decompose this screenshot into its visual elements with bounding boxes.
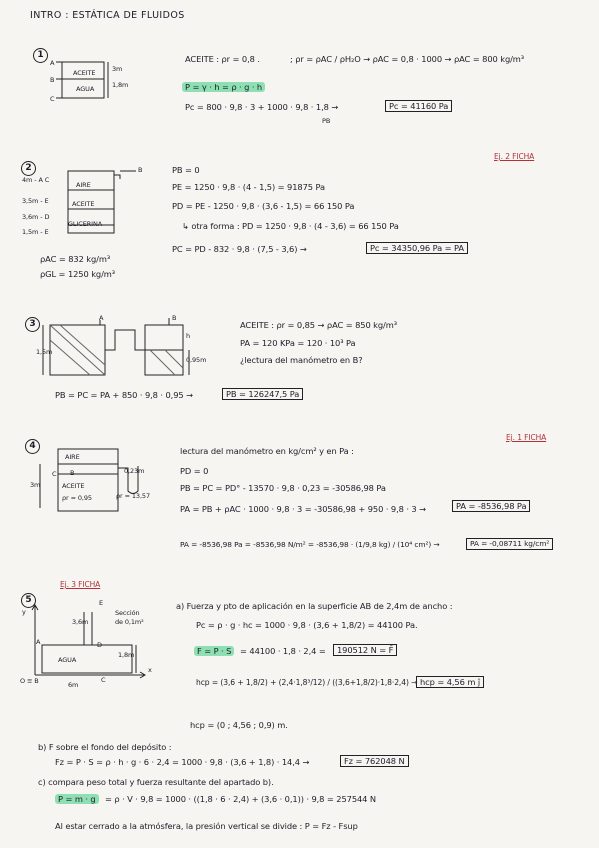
p3-result-box: PB = 126247,5 Pa — [222, 388, 303, 400]
p5-label-c: C — [101, 676, 106, 684]
p2-tag: Ej. 2 FICHA — [494, 152, 535, 161]
p5-a2-result-box: 190512 N = F̄ — [333, 644, 397, 656]
p4-label-aceite: ACEITE — [62, 482, 85, 490]
p5-label-agua: AGUA — [58, 656, 77, 664]
p4-tag: Ej. 1 FICHA — [506, 433, 547, 442]
p4-label-aire: AIRE — [65, 453, 80, 461]
p5-label-y: y — [22, 608, 26, 616]
p2-density-1: ρAC = 832 kg/m³ — [40, 254, 111, 264]
p4-line2: PD = 0 — [180, 466, 209, 476]
p4-line4: PA = PB + ρAC · 1000 · 9,8 · 3 = -30586,98 + 950 · 9,8 · 3 → — [180, 504, 426, 514]
p3-label-left: 1,5m — [36, 348, 53, 356]
problem-3-number: 3 — [25, 317, 40, 332]
p1-line1b: ; ρr = ρAC / ρH₂O → ρAC = 0,8 · 1000 → ρAC = 800 kg/m³ — [290, 54, 525, 64]
p4-result1-box: PA = -8536,98 Pa — [452, 500, 530, 512]
p4-label-rhohg: ρr = 13,57 — [116, 492, 150, 500]
p2-label-2: 3,5m - E — [22, 197, 49, 205]
p2-label-aceite: ACEITE — [72, 200, 95, 208]
p5-a2-highlight: F = P · S — [194, 646, 234, 656]
p5-b1-result-box: Fz = 762048 N — [340, 755, 409, 767]
p1-label-agua: AGUA — [76, 85, 95, 93]
p2-label-4: 1,5m - E — [22, 228, 49, 236]
p5-label-d: D — [97, 641, 102, 649]
p2-label-b: B — [138, 166, 143, 174]
p4-label-rho: ρr = 0,95 — [62, 494, 92, 502]
p3-line1: ACEITE : ρr = 0,85 → ρAC = 850 kg/m³ — [240, 320, 397, 330]
p4-result2-box: PA = -0,08711 kg/cm² — [466, 538, 553, 550]
p1-label-h1: 3m — [112, 65, 123, 73]
p5-a3: hcp = (3,6 + 1,8/2) + (2,4·1,8³/12) / ((3,6+1,8/2)·1,8·2,4) → — [196, 678, 418, 687]
p5-a3-result-box: hcp = 4,56 m ĵ — [416, 676, 484, 688]
p4-label-b: B — [70, 469, 75, 477]
p5-tag: Ej. 3 FICHA — [60, 580, 101, 589]
problem-5-number: 5 — [21, 593, 36, 608]
p2-label-1: 4m - A C — [22, 176, 50, 184]
p4-line5: PA = -8536,98 Pa = -8536,98 N/m² = -8536,98 · (1/9,8 kg) / (10⁴ cm²) → — [180, 540, 440, 549]
p5-c1: = ρ · V · 9,8 = 1000 · ((1,8 · 6 · 2,4) + (3,6 · 0,1)) · 9,8 = 257544 N — [105, 794, 376, 804]
p3-line4: PB = PC = PA + 850 · 9,8 · 0,95 → — [55, 390, 193, 400]
p5-a2: = 44100 · 1,8 · 2,4 = — [240, 646, 326, 656]
problem-1-number: 1 — [33, 48, 48, 63]
p1-formula-highlight: P = γ · h = ρ · g · h — [182, 82, 265, 92]
p1-label-c: C — [50, 95, 55, 103]
p2-label-3: 3,6m - D — [22, 213, 50, 221]
p2-label-glicerina: GLICERINA — [68, 220, 103, 228]
problem-1-tank-figure — [48, 58, 143, 108]
p2-label-aire: AIRE — [76, 181, 91, 189]
p1-line1: ACEITE : ρr = 0,8 . — [185, 54, 260, 64]
p2-line4: ↳ otra forma : PD = 1250 · 9,8 · (4 - 3,6) = 66 150 Pa — [182, 221, 399, 231]
p5-label-e: E — [99, 599, 104, 607]
p1-label-aceite: ACEITE — [73, 69, 96, 77]
p1-label-a: A — [50, 59, 55, 67]
p1-line3: Pc = 800 · 9,8 · 3 + 1000 · 9,8 · 1,8 → — [185, 102, 339, 112]
p3-label-h: h — [186, 332, 191, 340]
p5-b: b) F sobre el fondo del depósito : — [38, 742, 172, 752]
p4-label-c: C — [52, 470, 57, 478]
p5-a1: Pc = ρ · g · hc = 1000 · 9,8 · (3,6 + 1,8/2) = 44100 Pa. — [196, 620, 418, 630]
p1-result-box: Pc = 41160 Pa — [385, 100, 452, 112]
p5-c2: Al estar cerrado a la atmósfera, la presión vertical se divide : P = Fz - Fsup — [55, 821, 358, 831]
p4-label-h023: 0,23m — [124, 467, 145, 475]
problem-4-tank-figure — [30, 446, 165, 521]
p3-label-right: 0,95m — [186, 356, 207, 364]
p4-label-h3: 3m — [30, 481, 41, 489]
problem-2-number: 2 — [21, 161, 36, 176]
p2-line5: PC = PD - 832 · 9,8 · (7,5 - 3,6) → — [172, 244, 307, 254]
p5-c: c) compara peso total y fuerza resultante del apartado b). — [38, 777, 274, 787]
p3-label-b: B — [172, 314, 177, 322]
p5-c1-highlight: P = m · g — [55, 794, 99, 804]
p2-result-box: Pc = 34350,96 Pa = PA — [366, 242, 468, 254]
p5-a4: hcp = (0 ; 4,56 ; 0,9) m. — [190, 720, 288, 730]
p5-label-x: x — [148, 666, 152, 674]
p5-label-w: 6m — [68, 681, 79, 689]
p2-line1: PB = 0 — [172, 165, 200, 175]
p1-line3-under: PB — [322, 117, 331, 125]
p5-label-sec2: de 0,1m² — [115, 618, 144, 626]
p1-label-h2: 1,8m — [112, 81, 129, 89]
p3-line3: ¿lectura del manómetro en B? — [240, 355, 363, 365]
p5-b1: Fz = P · S = ρ · h · g · 6 · 2,4 = 1000 · 9,8 · (3,6 + 1,8) · 14,4 → — [55, 757, 310, 767]
p5-label-sec: Sección — [115, 609, 140, 617]
problem-4-number: 4 — [25, 439, 40, 454]
p3-line2: PA = 120 KPa = 120 · 10³ Pa — [240, 338, 356, 348]
p1-label-b: B — [50, 76, 55, 84]
p2-line2: PE = 1250 · 9,8 · (4 - 1,5) = 91875 Pa — [172, 182, 325, 192]
p4-line3: PB = PC = PD° - 13570 · 9,8 · 0,23 = -30586,98 Pa — [180, 483, 386, 493]
p3-label-a: A — [99, 314, 104, 322]
p2-line3: PD = PE - 1250 · 9,8 · (3,6 - 1,5) = 66 150 Pa — [172, 201, 355, 211]
p5-label-h18: 1,8m — [118, 651, 135, 659]
p2-density-2: ρGL = 1250 kg/m³ — [40, 269, 115, 279]
p5-label-a: A — [36, 638, 41, 646]
p5-label-o: O ≡ B — [20, 677, 39, 685]
p5-a-title: a) Fuerza y pto de aplicación en la superficie AB de 2,4m de ancho : — [176, 601, 453, 611]
page-title: INTRO : ESTÁTICA DE FLUIDOS — [30, 10, 185, 21]
p4-line1: lectura del manómetro en kg/cm² y en Pa : — [180, 446, 354, 456]
problem-3-manometer-figure — [35, 310, 205, 380]
p5-label-h36: 3,6m — [72, 618, 89, 626]
